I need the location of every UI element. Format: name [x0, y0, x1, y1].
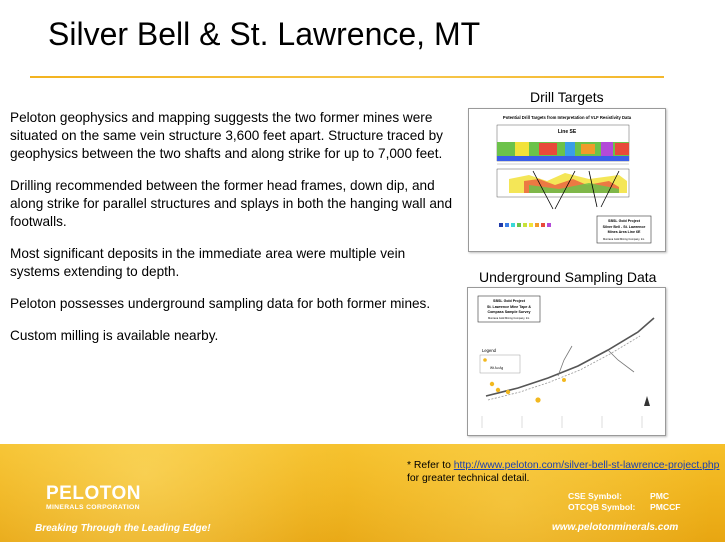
otcqb-label: OTCQB Symbol:	[568, 502, 636, 512]
paragraph-milling: Custom milling is available nearby.	[10, 328, 219, 343]
peloton-logo	[46, 484, 141, 512]
cse-value: PMC	[650, 491, 670, 501]
reference-prefix: * Refer to	[407, 460, 454, 471]
reference-note	[407, 459, 725, 485]
under-legend-title: Legend	[482, 348, 496, 353]
logo-wordmark: PELOTON	[46, 483, 141, 504]
otcqb-value: PMCCF	[650, 502, 681, 512]
drill-section-label: Line SE	[557, 129, 577, 135]
drill-inner-title: Potential Drill Targets from Interpretation of VLF Resistivity Data	[502, 115, 632, 120]
paragraph-geophysics: Peloton geophysics and mapping suggests the two former mines were situated on the same vein structure 3,600 feet apart. Structure traced by geophysics between the two shafts and along strike for up to 7,000 feet.	[10, 110, 443, 161]
title-divider	[30, 76, 664, 78]
project-link[interactable]: http://www.peloton.com/silver-bell-st-lawrence-project.php	[453, 460, 720, 471]
under-legend-headers: Wt Au Ag	[490, 366, 504, 370]
drill-box-line2: Mines Area Line 6E	[607, 230, 641, 234]
underground-sampling-caption: Underground Sampling Data	[479, 269, 657, 285]
drill-targets-image	[469, 109, 665, 251]
footer-band	[0, 444, 725, 542]
under-box-line1: St. Lawrence Mine Tape &	[486, 305, 532, 309]
paragraph-deposits: Most significant deposits in the immediate area were multiple vein systems extending to depth.	[10, 246, 406, 279]
stock-symbols	[568, 491, 681, 513]
drill-box-line1: Silver Bell - St. Lawrence	[602, 225, 646, 229]
under-box-title: SBSL Gold Project	[493, 299, 525, 303]
slide-title: Silver Bell & St. Lawrence, MT	[48, 16, 481, 52]
body-text	[10, 109, 458, 359]
drill-targets-figure	[468, 108, 666, 252]
under-box-company: Montana Gold Mining Company, Inc.	[488, 317, 530, 320]
cse-label: CSE Symbol:	[568, 491, 622, 501]
logo-subtitle: MINERALS CORPORATION	[46, 504, 140, 511]
tagline: Breaking Through the Leading Edge!	[35, 523, 211, 534]
north-arrow-icon	[644, 396, 650, 406]
paragraph-sampling: Peloton possesses underground sampling data for both former mines.	[10, 296, 431, 311]
paragraph-drilling: Drilling recommended between the former head frames, down dip, and along strike for parallel structures and splays in both the hanging wall and footwalls.	[10, 178, 453, 229]
drill-box-title: SBSL Gold Project	[608, 219, 640, 223]
under-box-line2: Compass Sample Survey	[487, 310, 531, 314]
drill-targets-caption: Drill Targets	[530, 89, 604, 105]
website-url: www.pelotonminerals.com	[552, 522, 679, 533]
underground-sampling-figure	[467, 287, 666, 436]
underground-sampling-image	[468, 288, 665, 435]
reference-suffix: for greater technical detail.	[407, 473, 530, 484]
drill-box-company: Montana Gold Mining Company, Inc.	[603, 238, 645, 241]
